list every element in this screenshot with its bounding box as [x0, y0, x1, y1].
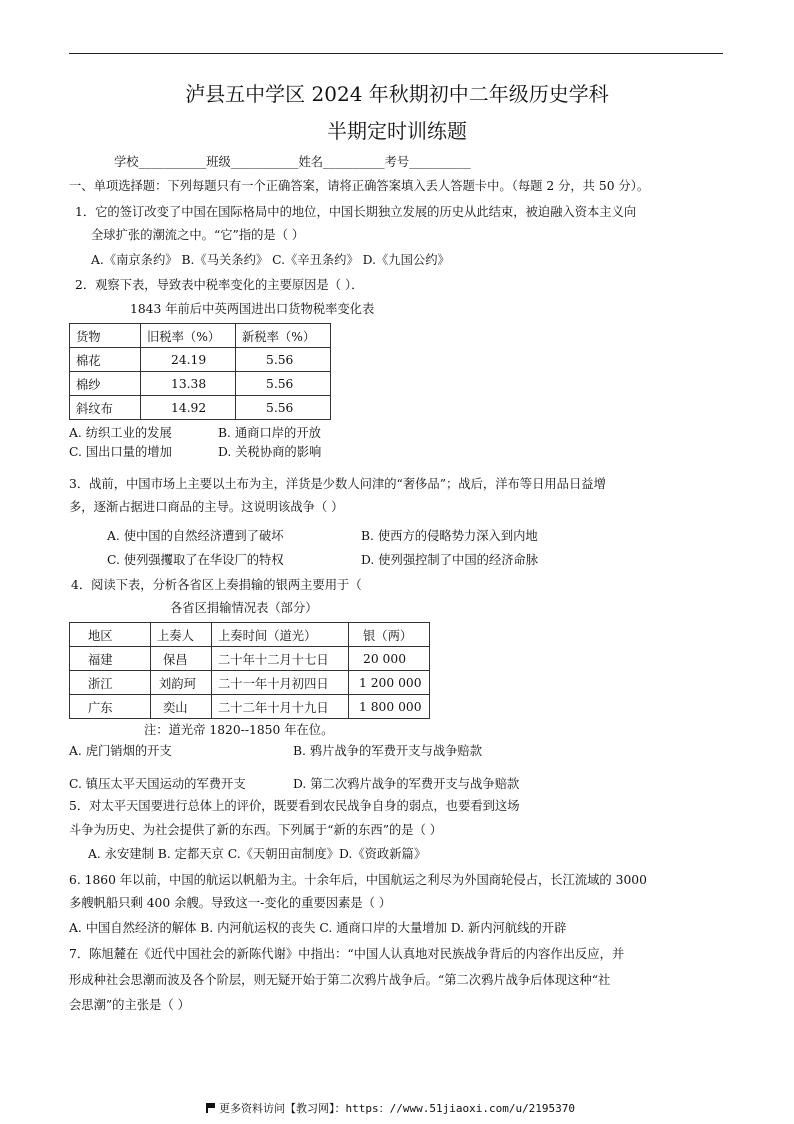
q1-options: A.《南京条约》 B.《马关条约》 C.《辛丑条约》 D.《九国公约》 — [91, 253, 450, 267]
top-rule — [69, 53, 723, 54]
table-cell: 浙江 — [70, 671, 151, 695]
q4-donation-table — [69, 622, 430, 719]
q3-stem-cont: 多，逐渐占据进口商品的主导。这说明该战争（ ） — [69, 500, 344, 514]
q7-stem: 7．陈旭麓在《近代中国社会的新陈代谢》中指出：“中国人认真地对民族战争背后的内容作出反应，并 — [69, 947, 625, 961]
footer-link[interactable] — [206, 1100, 575, 1116]
q2-tax-table — [69, 323, 331, 420]
table-cell: 1 200 000 — [349, 671, 430, 695]
table-row — [70, 396, 331, 420]
section-heading: 一、单项选择题：下列每题只有一个正确答案，请将正确答案填入丢人答题卡中。（每题 2 分，共 50 分）。 — [69, 179, 650, 193]
q4-table-title: 各省区捐输情况表（部分） — [170, 601, 318, 615]
table-cell: 棉纱 — [70, 372, 141, 396]
q5-options: A. 永安建制 B. 定都天京 C.《天朝田亩制度》D.《资政新篇》 — [88, 847, 427, 861]
table-cell: 13.38 — [141, 372, 236, 396]
table-cell: 1 800 000 — [349, 695, 430, 719]
table-header: 地区 — [70, 623, 151, 647]
table-header: 货物 — [70, 324, 141, 348]
q2-stem: 2．观察下表，导致表中税率变化的主要原因是（ ）． — [75, 278, 364, 292]
table-cell: 5.56 — [236, 348, 331, 372]
q4-stem: 4．阅读下表，分析各省区上奏捐输的银两主要用于（ — [71, 578, 362, 592]
q3-option-a: A. 使中国的自然经济遭到了破坏 — [107, 529, 284, 543]
q3-option-c: C. 使列强攫取了在华设厂的特权 — [107, 553, 284, 567]
q7-stem-cont: 形成种社会思潮而波及各个阶层，则无疑开始于第二次鸦片战争后。“第二次鸦片战争后体现这种“社 — [69, 973, 611, 987]
q7-stem-end: 会思潮”的主张是（ ） — [69, 998, 190, 1012]
flag-icon — [206, 1103, 215, 1113]
student-info-line: 学校___________班级___________姓名__________考号__________ — [114, 155, 471, 169]
q3-stem: 3．战前，中国市场上主要以土布为主，洋货是少数人问津的“奢侈品”；战后，洋布等日用品日益增 — [69, 477, 606, 491]
table-cell: 棉花 — [70, 348, 141, 372]
q4-option-d: D. 第二次鸦片战争的军费开支与战争赔款 — [293, 777, 520, 791]
table-cell: 刘韵珂 — [151, 671, 212, 695]
q4-option-c: C. 镇压太平天国运动的军费开支 — [69, 777, 246, 791]
q4-note: 注：道光帝 1820--1850 年在位。 — [144, 723, 334, 737]
table-row — [70, 348, 331, 372]
table-row — [70, 695, 430, 719]
table-cell: 24.19 — [141, 348, 236, 372]
q5-stem: 5．对太平天国要进行总体上的评价，既要看到农民战争自身的弱点，也要看到这场 — [69, 799, 520, 813]
footer-text: 更多资料访问【教习网】：https：//www.51jiaoxi.com/u/2195370 — [219, 1102, 576, 1115]
q6-stem-cont: 多艘帆船只剩 400 余艘。导致这一-变化的重要因素是（ ） — [69, 896, 392, 910]
page-subtitle: 半期定时训练题 — [327, 119, 467, 143]
q5-stem-cont: 斗争为历史、为社会提供了新的东西。下列属于“新的东西”的是（ ） — [69, 823, 443, 837]
table-cell: 二十一年十月初四日 — [212, 671, 349, 695]
q6-stem: 6. 1860 年以前，中国的航运以帆船为主。十余年后，中国航运之利尽为外国商轮侵占，长江流域的 3000 — [69, 873, 647, 887]
q1-stem-cont: 全球扩张的潮流之中。“它”指的是（ ） — [91, 228, 305, 242]
q6-options: A. 中国自然经济的解体 B. 内河航运权的丧失 C. 通商口岸的大量增加 D. 新内河航线的开辟 — [69, 921, 567, 935]
table-cell: 福建 — [70, 647, 151, 671]
q4-option-a: A. 虎门销烟的开支 — [69, 744, 172, 758]
table-row — [70, 671, 430, 695]
table-cell: 14.92 — [141, 396, 236, 420]
table-row — [70, 372, 331, 396]
q2-table-title: 1843 年前后中英两国进出口货物税率变化表 — [130, 302, 375, 316]
table-header: 旧税率（%） — [141, 324, 236, 348]
table-cell: 广东 — [70, 695, 151, 719]
q2-option-d: D. 关税协商的影响 — [218, 445, 322, 459]
table-cell: 二十年十二月十七日 — [212, 647, 349, 671]
q3-option-d: D. 使列强控制了中国的经济命脉 — [361, 553, 539, 567]
q2-option-b: B. 通商口岸的开放 — [218, 426, 321, 440]
q4-option-b: B. 鸦片战争的军费开支与战争赔款 — [293, 744, 483, 758]
table-header: 新税率（%） — [236, 324, 331, 348]
table-cell: 奕山 — [151, 695, 212, 719]
page-title: 泸县五中学区 2024 年秋期初中二年级历史学科 — [185, 82, 609, 106]
table-cell: 5.56 — [236, 396, 331, 420]
table-header: 银（两） — [349, 623, 430, 647]
q3-option-b: B. 使西方的侵略势力深入到内地 — [361, 529, 538, 543]
table-cell: 二十二年十月十九日 — [212, 695, 349, 719]
table-cell: 20 000 — [349, 647, 430, 671]
table-cell: 5.56 — [236, 372, 331, 396]
table-cell: 保昌 — [151, 647, 212, 671]
q2-option-a: A. 纺织工业的发展 — [69, 426, 172, 440]
table-row — [70, 647, 430, 671]
q2-option-c: C. 国出口量的增加 — [69, 445, 172, 459]
q1-stem: 1．它的签订改变了中国在国际格局中的地位，中国长期独立发展的历史从此结束，被迫融入资本主义向 — [75, 205, 637, 219]
table-cell: 斜纹布 — [70, 396, 141, 420]
table-header: 上奏时间（道光） — [212, 623, 349, 647]
table-header: 上奏人 — [151, 623, 212, 647]
